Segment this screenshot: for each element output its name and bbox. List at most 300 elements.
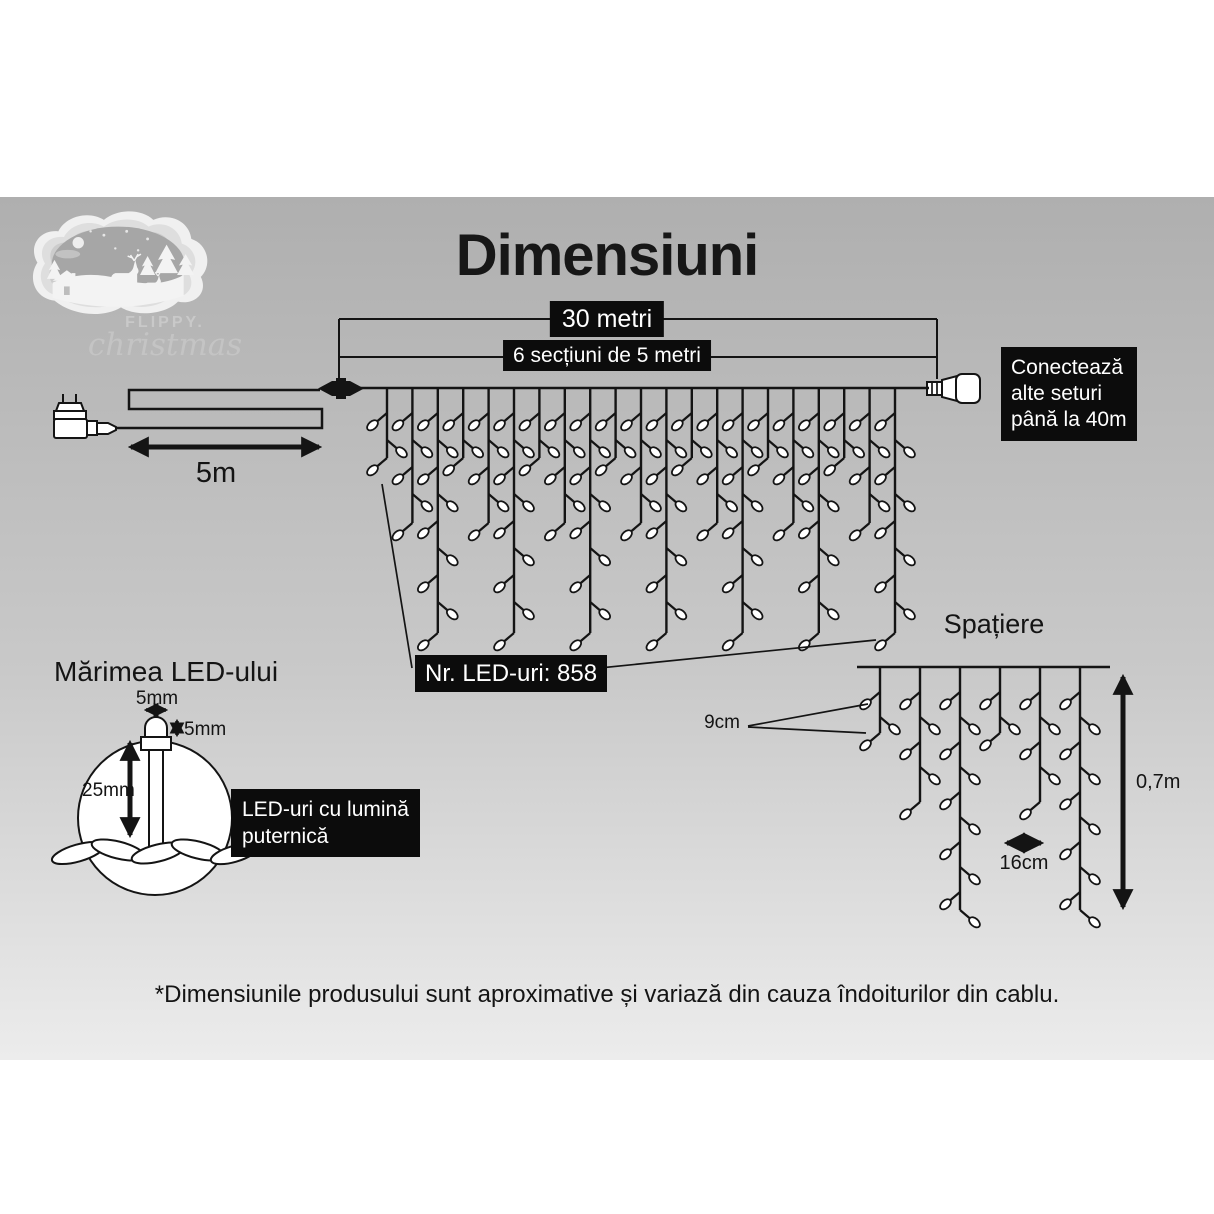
connect-sets-line3: până la 40m [1011,408,1127,431]
led-bulb [416,418,431,432]
led-bulb [441,463,456,477]
led-bulb [416,580,431,594]
drop-height-label: 0,7m [1136,771,1181,793]
led-stem [463,440,473,449]
led-stem [870,733,880,742]
lead-length-label: 5m [195,457,237,489]
led-stem [580,467,590,476]
led-bulb [772,418,787,432]
main-icicle-curtain [340,388,929,652]
led-stem [428,521,438,530]
led-bulb [851,445,866,459]
led-bulb [858,738,873,752]
led-stem [656,413,666,422]
led-bulb [1047,772,1062,786]
led-stem [733,575,743,584]
led-stem [950,842,960,851]
led-stem [819,494,829,503]
logo-text-flippy: FLIPPY. [125,314,205,331]
led-stem [504,575,514,584]
led-stem [758,413,768,422]
led-bulb [978,738,993,752]
led-stem [885,521,895,530]
led-bulb [645,418,660,432]
led-bulb [648,499,663,513]
led-stem [860,413,870,422]
led-bulb [902,445,917,459]
led-bulb [674,553,689,567]
led-stem [504,521,514,530]
led-stem [479,467,489,476]
led-stem [783,523,793,532]
led-bulb [441,418,456,432]
led-stem [387,440,397,449]
led-stem [1070,892,1080,901]
led-stem [743,494,753,503]
led-bulb [597,607,612,621]
led-bulb [898,697,913,711]
led-bulb [902,553,917,567]
led-bulb [927,772,942,786]
led-stem [809,413,819,422]
led-stem [514,494,524,503]
led-bulb [1087,872,1102,886]
led-bulb [492,526,507,540]
led-bulb [521,607,536,621]
led-stem [950,792,960,801]
led-stem [707,413,717,422]
led-bulb [699,445,714,459]
led-bulb [445,607,460,621]
led-stem [819,548,829,557]
led-bulb [822,418,837,432]
led-bulb [623,445,638,459]
led-count-badge: Nr. LED-uri: 858 [415,655,607,692]
led-bulb [645,472,660,486]
led-bulb [967,722,982,736]
led-bulb [420,445,435,459]
led-bulb [568,526,583,540]
led-bulb [594,418,609,432]
led-bulb [967,822,982,836]
led-stem [590,494,600,503]
led-bulb [750,607,765,621]
led-bulb [572,499,587,513]
led-stem [606,458,616,467]
led-stem [514,440,524,449]
led-bulb [1087,822,1102,836]
led-bulb [797,472,812,486]
led-stem [860,467,870,476]
led-stem [504,633,514,642]
led-stem [819,440,829,449]
led-bulb [645,638,660,652]
led-stem [1080,767,1090,776]
led-stem [895,440,905,449]
led-bulb [826,445,841,459]
led-bulb [467,528,482,542]
led-stem [590,602,600,611]
led-stem [758,458,768,467]
led-bulb [1047,722,1062,736]
led-bulb [724,445,739,459]
led-stem [514,548,524,557]
led-stem [783,413,793,422]
led-gap-label: 9cm [704,712,740,733]
led-bulb [391,528,406,542]
led-bulb [1058,897,1073,911]
led-bulb [695,528,710,542]
led-stem [631,523,641,532]
led-bulb [695,418,710,432]
led-stem [666,440,676,449]
led-stem [960,717,970,726]
led-bulb [492,580,507,594]
connector-socket [956,374,980,403]
led-bulb [416,472,431,486]
led-stem [1080,867,1090,876]
led-stem [910,742,920,751]
led-stem [606,413,616,422]
led-bulb [801,445,816,459]
plug-neck [87,421,97,435]
led-bulb [746,463,761,477]
led-bulb [547,445,562,459]
led-stem [885,575,895,584]
led-bulb [826,499,841,513]
led-stem [834,413,844,422]
led-bulb [848,472,863,486]
plug-base [54,411,86,419]
led-stem [793,440,803,449]
led-stem [1030,692,1040,701]
led-stem [682,458,692,467]
led-bulb [1087,915,1102,929]
led-stem [555,523,565,532]
led-bulb [797,526,812,540]
led-bulb [521,445,536,459]
led-width-label: 5mm [135,688,179,709]
led-stem [428,633,438,642]
led-bulb [470,445,485,459]
led-stem [656,633,666,642]
led-bulb [467,418,482,432]
led-bulb [873,418,888,432]
led-bulb [848,418,863,432]
led-bulb [416,526,431,540]
led-stem [438,440,448,449]
led-bulb [1018,697,1033,711]
led-stem [910,692,920,701]
led-stem [666,602,676,611]
led-stem [880,717,890,726]
bright-led-badge [231,789,420,857]
led-bulb [938,747,953,761]
led-bulb [619,472,634,486]
led-stem [580,575,590,584]
led-bulb [648,445,663,459]
led-stem [656,467,666,476]
spacing-icicle-curtain [857,667,1110,929]
led-bulb [898,807,913,821]
led-stem [870,494,880,503]
led-stem [809,521,819,530]
led-stem [539,440,549,449]
led-stem [428,575,438,584]
led-bulb [967,915,982,929]
led-bulb [902,499,917,513]
led-stem [870,692,880,701]
led-stem [565,440,575,449]
led-bulb [645,580,660,594]
led-stem [1070,742,1080,751]
page-title: Dimensiuni [455,223,759,288]
led-bulb [619,528,634,542]
led-count-line-left [382,484,412,668]
led-stem [555,413,565,422]
led-stem [682,413,692,422]
led-stem [717,440,727,449]
led-stem [631,467,641,476]
led-bulb [978,697,993,711]
led-stem [377,458,387,467]
led-bulb [797,580,812,594]
drop-gap-label: 16cm [999,852,1049,874]
led-bulb [445,445,460,459]
led-stem [402,467,412,476]
led-bulb [674,499,689,513]
led-bulb [416,638,431,652]
led-bulb [597,553,612,567]
led-stem [809,575,819,584]
led-stem [793,494,803,503]
led-bulb [1058,747,1073,761]
led-collar [141,737,171,750]
led-stem [743,440,753,449]
led-stem [590,440,600,449]
led-bulb [967,872,982,886]
led-stem [733,521,743,530]
led-stem [692,440,702,449]
led-bulb [938,797,953,811]
led-stem [885,633,895,642]
led-stem [1070,842,1080,851]
led-tube [149,750,163,848]
connector-taper [942,376,957,401]
led-bulb [492,638,507,652]
led-stem [428,467,438,476]
led-bulb [521,553,536,567]
led-bulb [521,499,536,513]
led-bulb [420,499,435,513]
led-stem [819,602,829,611]
led-stem [656,521,666,530]
led-bulb [1058,847,1073,861]
led-stem [580,633,590,642]
led-stem [580,521,590,530]
led-stem [666,494,676,503]
led-size-diagram [50,710,260,895]
led-bulb [801,499,816,513]
led-stem [479,413,489,422]
led-dome-label: 5mm [184,719,227,740]
spacing-heading: Spațiere [943,609,1045,639]
led-stem [666,548,676,557]
led-bulb [568,580,583,594]
connector-ribs [927,382,942,395]
led-stem [514,602,524,611]
led-bulb [1058,797,1073,811]
bright-led-line2: puternică [242,825,329,848]
led-stem [1080,910,1090,919]
led-stem [590,548,600,557]
led-stem [428,413,438,422]
led-bulb [873,526,888,540]
led-dome [145,717,167,737]
led-stem [910,802,920,811]
led-bulb [568,638,583,652]
led-bulb [391,472,406,486]
led-stem [860,523,870,532]
led-bulb [467,472,482,486]
led-bulb [670,463,685,477]
led-stem [950,692,960,701]
led-stem [885,413,895,422]
led-bulb [721,418,736,432]
led-bulb [445,553,460,567]
led-stem [960,767,970,776]
led-bulb [746,418,761,432]
led-bulb [721,580,736,594]
led-stem [733,413,743,422]
led-stem [768,440,778,449]
led-stem [920,717,930,726]
led-bulb [619,418,634,432]
led-stem [885,467,895,476]
led-stem [656,575,666,584]
nine-cm-line-lower [748,727,866,733]
led-stem [504,467,514,476]
lead-wire-loop [116,390,322,428]
led-bulb [496,445,511,459]
connect-sets-line2: alte seturi [1011,382,1103,405]
led-length-label: 25mm [82,780,135,801]
led-bulb [873,580,888,594]
led-bulb [572,445,587,459]
led-stem [707,523,717,532]
led-bulb [797,418,812,432]
led-stem [707,467,717,476]
led-bulb [772,472,787,486]
led-stem [489,494,499,503]
led-stem [895,602,905,611]
led-bulb [877,499,892,513]
bright-led-line1: LED-uri cu lumină [242,798,409,821]
plug-top [56,403,84,411]
led-bulb [391,418,406,432]
sections-badge: 6 secțiuni de 5 metri [503,340,711,371]
connect-sets-badge [1001,347,1137,441]
led-stem [895,494,905,503]
led-bulb [543,418,558,432]
led-bulb [492,472,507,486]
led-bulb [1018,747,1033,761]
led-bulb [721,472,736,486]
led-bulb [775,445,790,459]
led-bulb [822,463,837,477]
led-bulb [967,772,982,786]
led-bulb [365,418,380,432]
led-stem [489,440,499,449]
led-stem [717,494,727,503]
led-stem [412,494,422,503]
led-bulb [750,499,765,513]
led-stem [555,467,565,476]
led-bulb [518,418,533,432]
led-stem [631,413,641,422]
led-bulb [750,445,765,459]
total-length-badge: 30 metri [550,301,664,337]
led-stem [453,413,463,422]
led-stem [504,413,514,422]
led-stem [743,548,753,557]
led-bulb [594,463,609,477]
led-stem [1000,717,1010,726]
led-stem [844,440,854,449]
led-bulb [887,722,902,736]
footnote: *Dimensiunile produsului sunt aproximative și variază din cauza îndoiturilor din cablu. [154,981,1060,1008]
led-stem [641,494,651,503]
led-bulb [721,638,736,652]
led-bulb [1007,722,1022,736]
led-stem [950,892,960,901]
led-bulb [670,418,685,432]
led-stem [1030,742,1040,751]
led-stem [783,467,793,476]
led-bulb [445,499,460,513]
led-stem [438,548,448,557]
led-bulb [873,472,888,486]
led-stem [438,602,448,611]
led-stem [1040,767,1050,776]
led-stem [960,817,970,826]
led-bulb [750,553,765,567]
led-stem [529,458,539,467]
led-stem [990,733,1000,742]
led-bulb [938,897,953,911]
led-bulb [772,528,787,542]
led-stem [412,440,422,449]
led-stem [1040,717,1050,726]
led-stem [733,633,743,642]
led-bulb [365,463,380,477]
led-bulb [877,445,892,459]
led-stem [580,413,590,422]
plug-tip [97,423,116,434]
led-stem [438,494,448,503]
led-stem [733,467,743,476]
led-bulb [695,472,710,486]
led-stem [565,494,575,503]
led-bulb [674,445,689,459]
led-stem [920,767,930,776]
led-stem [479,523,489,532]
led-bulb [496,499,511,513]
led-bulb [645,526,660,540]
led-bulb [826,607,841,621]
logo-text-christmas: christmas [87,327,243,363]
led-bulb [518,463,533,477]
